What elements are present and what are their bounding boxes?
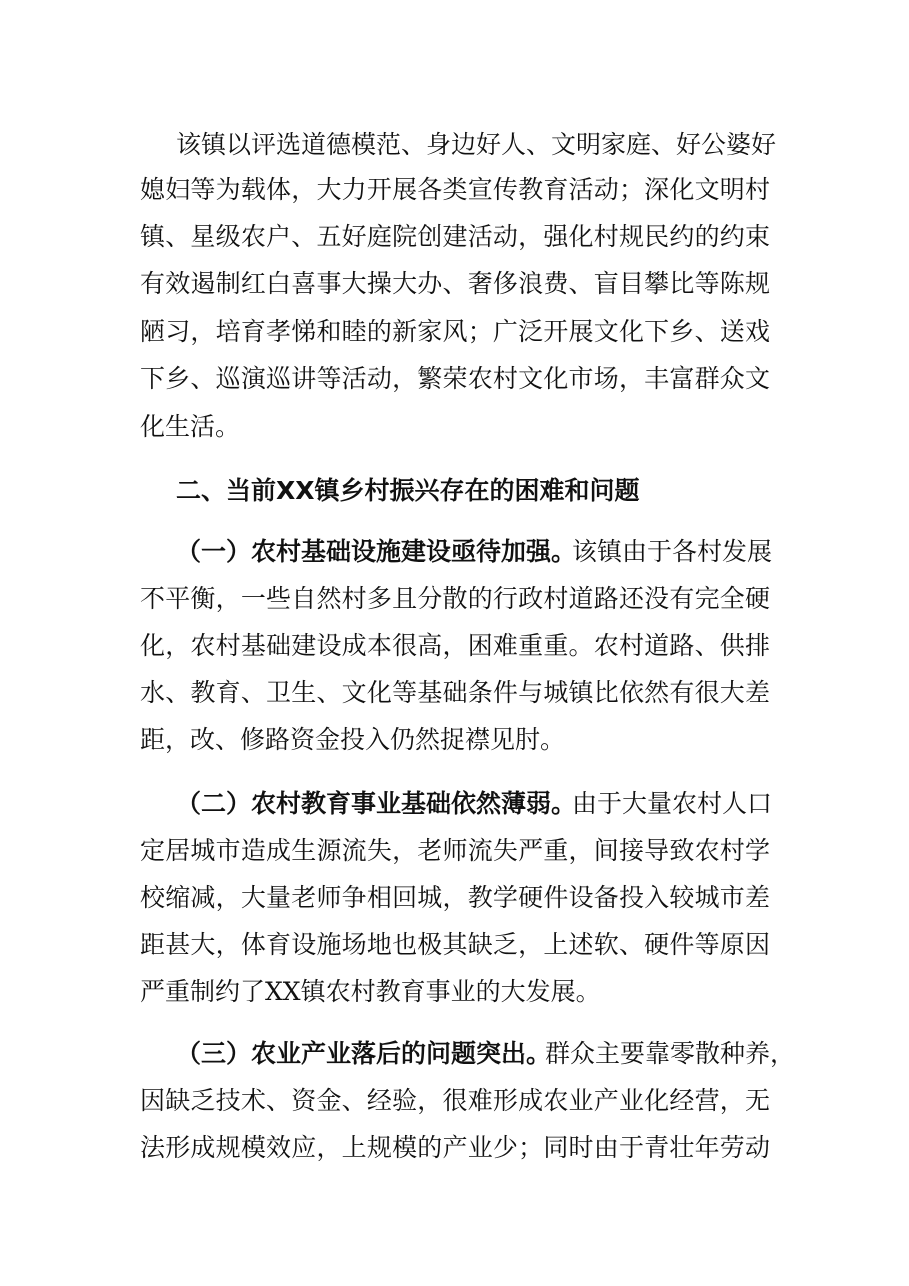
item-text: 由于大量农村人口 [572, 789, 773, 818]
paragraph-line [0, 123, 909, 167]
paragraph-text: 严重制约了XX镇农村教育事业的大发展。 [140, 977, 601, 1006]
item-text: 群众主要靠零散种养， [545, 1039, 796, 1068]
paragraph-text: 距，改、修路资金投入仍然捉襟见肘。 [140, 725, 566, 754]
paragraph-line [0, 923, 909, 967]
paragraph-text: 距甚大，体育设施场地也极其缺乏，上述软、硬件等原因 [140, 930, 770, 959]
paragraph-line [0, 262, 909, 306]
paragraph-line [0, 718, 909, 762]
paragraph-text: 媳妇等为载体，大力开展各类宣传教育活动；深化文明村 [140, 175, 770, 204]
paragraph-text: 定居城市造成生源流失，老师流失严重，间接导致农村学 [140, 836, 770, 865]
paragraph-line [0, 829, 909, 873]
paragraph-text: 法形成规模效应，上规模的产业少；同时由于青壮年劳动 [140, 1133, 770, 1162]
item-first-line [0, 1032, 909, 1076]
paragraph-line [0, 215, 909, 259]
paragraph-text: 不平衡，一些自然村多且分散的行政村道路还没有完全硬 [140, 584, 770, 613]
paragraph-line [0, 168, 909, 212]
paragraph-line [0, 577, 909, 621]
paragraph-line [0, 405, 909, 449]
paragraph-line [0, 1126, 909, 1170]
paragraph-text: 该镇以评选道德模范、身边好人、文明家庭、好公婆好 [176, 130, 777, 159]
item-title: （三）农业产业落后的问题突出。 [176, 1039, 552, 1068]
item-first-line [0, 782, 909, 826]
paragraph-text: 化生活。 [140, 412, 241, 441]
item-title: （一）农村基础设施建设亟待加强。 [176, 537, 577, 566]
paragraph-text: 下乡、巡演巡讲等活动，繁荣农村文化市场，丰富群众文 [140, 364, 770, 393]
paragraph-line [0, 671, 909, 715]
paragraph-text: 镇、星级农户、五好庭院创建活动，强化村规民约的约束 [140, 222, 770, 251]
paragraph-text: 校缩减，大量老师争相回城，教学硬件设备投入较城市差 [140, 883, 770, 912]
section-heading-line [0, 469, 909, 513]
paragraph-text: 有效遏制红白喜事大操大办、奢侈浪费、盲目攀比等陈规 [140, 269, 770, 298]
paragraph-line [0, 970, 909, 1014]
paragraph-line [0, 624, 909, 668]
paragraph-line [0, 310, 909, 354]
paragraph-text: 水、教育、卫生、文化等基础条件与城镇比依然有很大差 [140, 678, 770, 707]
paragraph-line [0, 876, 909, 920]
paragraph-line [0, 357, 909, 401]
paragraph-text: 化，农村基础建设成本很高，困难重重。农村道路、供排 [140, 631, 770, 660]
paragraph-text: 陋习，培育孝悌和睦的新家风；广泛开展文化下乡、送戏 [140, 317, 770, 346]
paragraph-text: 因缺乏技术、资金、经验，很难形成农业产业化经营，无 [140, 1086, 770, 1115]
item-text: 该镇由于各村发展 [572, 537, 773, 566]
paragraph-line [0, 1079, 909, 1123]
item-first-line [0, 530, 909, 574]
section-heading: 二、当前XX镇乡村振兴存在的困难和问题 [176, 476, 640, 505]
item-title: （二）农村教育事业基础依然薄弱。 [176, 789, 577, 818]
